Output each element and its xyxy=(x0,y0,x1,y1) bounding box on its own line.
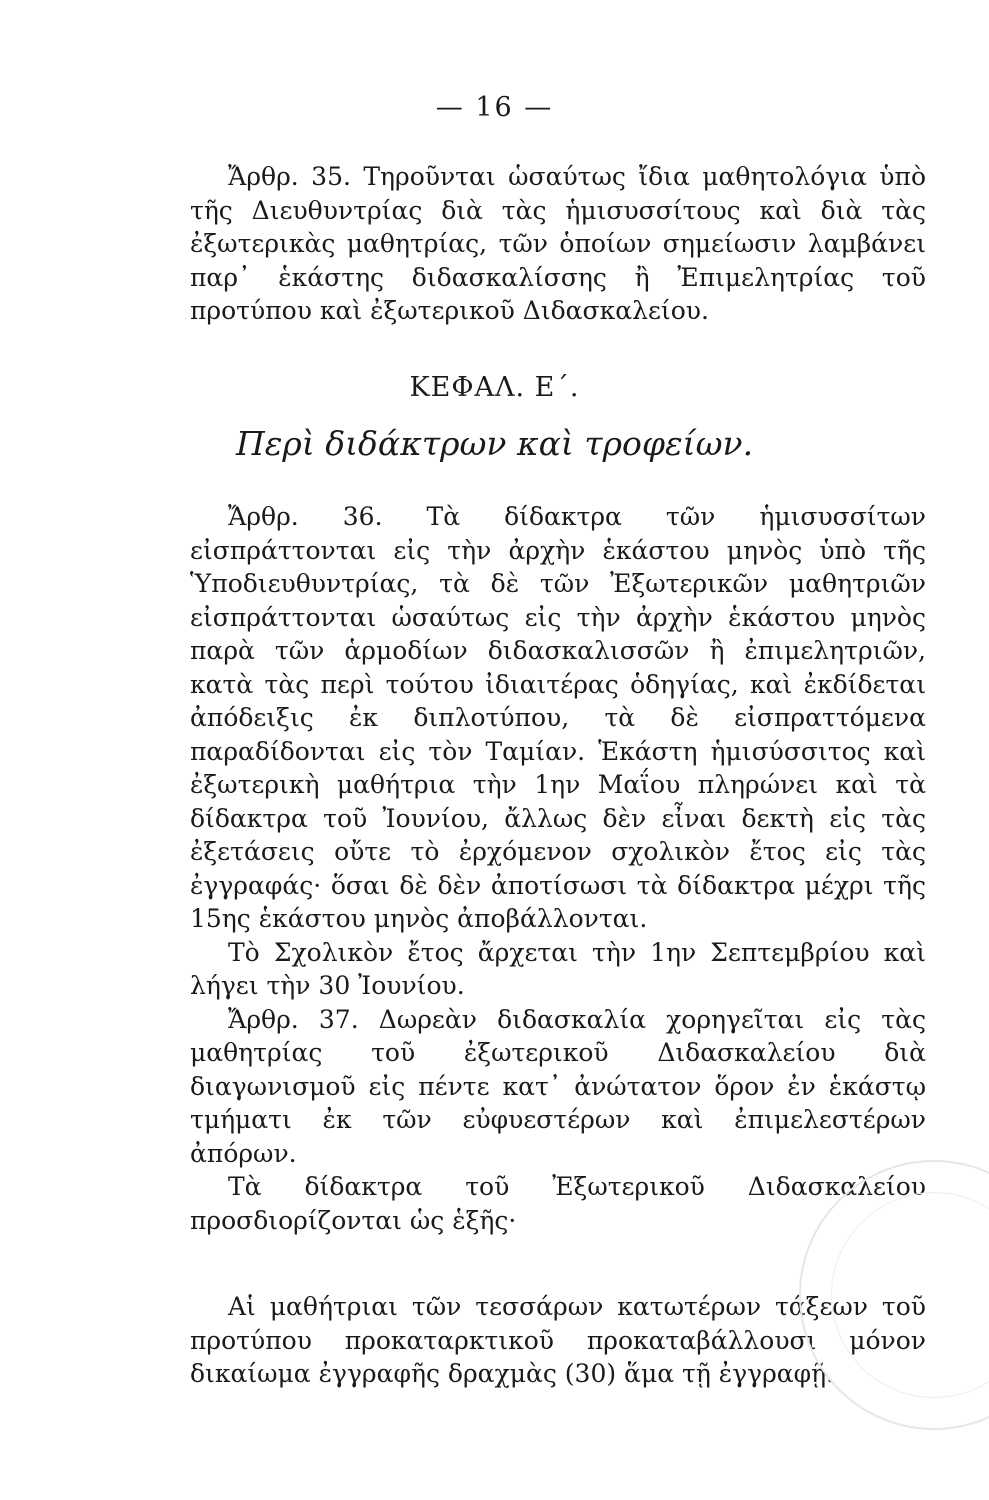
article-36-section xyxy=(190,500,926,1237)
page-number: — 16 — xyxy=(435,92,554,123)
chapter-subtitle: Περὶ διδάκτρων καὶ τροφείων. xyxy=(235,424,754,463)
fees-intro-paragraph: Τὰ δίδακτρα τοῦ Ἐξωτερικοῦ Διδασκαλείου προσδιορίζονται ὡς ἑξῆς· xyxy=(190,1172,926,1235)
school-year-paragraph: Τὸ Σχολικὸν ἔτος ἄρχεται τὴν 1ην Σεπτεμβρίου καὶ λήγει τὴν 30 Ἰουνίου. xyxy=(190,937,926,1000)
chapter-heading: ΚΕΦΑΛ. Ε΄. xyxy=(409,372,580,403)
fees-paragraph: Αἱ μαθήτριαι τῶν τεσσάρων κατωτέρων τάξεων τοῦ προτύπου προκαταρκτικοῦ προκαταβάλλουσι μόνον δικαίωμα ἐγγραφῆς δραχμὰς (30) ἅμα τῇ ἐγγραφῇ. xyxy=(190,1292,926,1388)
article-36-paragraph: Ἄρθρ. 36. Τὰ δίδακτρα τῶν ἡμισυσσίτων εἰσπράττονται εἰς τὴν ἀρχὴν ἑκάστου μηνὸς ὑπὸ τῆς Ὑποδιευθυντρίας, τὰ δὲ τῶν Ἐξωτερικῶν μαθητριῶν εἰσπράττονται ὡσαύτως εἰς τὴν ἀρχὴν ἑκάστου μηνὸς παρὰ τῶν ἁρμοδίων διδασκαλισσῶν ἢ ἐπιμελητριῶν, κατὰ τὰς περὶ τούτου ἰδιαιτέρας ὁδηγίας, καὶ ἐκδίδεται ἀπόδειξις ἐκ διπλοτύπου, τὰ δὲ εἰσπραττόμενα παραδίδονται εἰς τὸν Ταμίαν. Ἑκάστη ἡμισύσσιτος καὶ ἐξωτερικὴ μαθήτρια τὴν 1ην Μαΐου πληρώνει καὶ τὰ δίδακτρα τοῦ Ἰουνίου, ἄλλως δὲν εἶναι δεκτὴ εἰς τὰς ἐξετάσεις οὔτε τὸ ἐρχόμενον σχολικὸν ἔτος εἰς τὰς ἐγγραφάς· ὅσαι δὲ δὲν ἀποτίσωσι τὰ δίδακτρα μέχρι τῆς 15ης ἑκάστου μηνὸς ἀποβάλλονται. xyxy=(190,502,926,933)
article-35 xyxy=(190,160,926,328)
article-35-paragraph: Ἄρθρ. 35. Τηροῦνται ὡσαύτως ἴδια μαθητολόγια ὑπὸ τῆς Διευθυντρίας διὰ τὰς ἡμισυσσίτους καὶ διὰ τὰς ἐξωτερικὰς μαθητρίας, τῶν ὁποίων σημείωσιν λαμβάνει παρ᾽ ἑκάστης διδασκαλίσσης ἢ Ἐπιμελητρίας τοῦ προτύπου καὶ ἐξωτερικοῦ Διδασκαλείου. xyxy=(190,162,926,325)
article-37-paragraph: Ἄρθρ. 37. Δωρεὰν διδασκαλία χορηγεῖται εἰς τὰς μαθητρίας τοῦ ἐξωτερικοῦ Διδασκαλείου διὰ διαγωνισμοῦ εἰς πέντε κατ᾽ ἀνώτατον ὅρον ἐν ἑκάστῳ τμήματι ἐκ τῶν εὐφυεστέρων καὶ ἐπιμελεστέρων ἀπόρων. xyxy=(190,1004,926,1168)
